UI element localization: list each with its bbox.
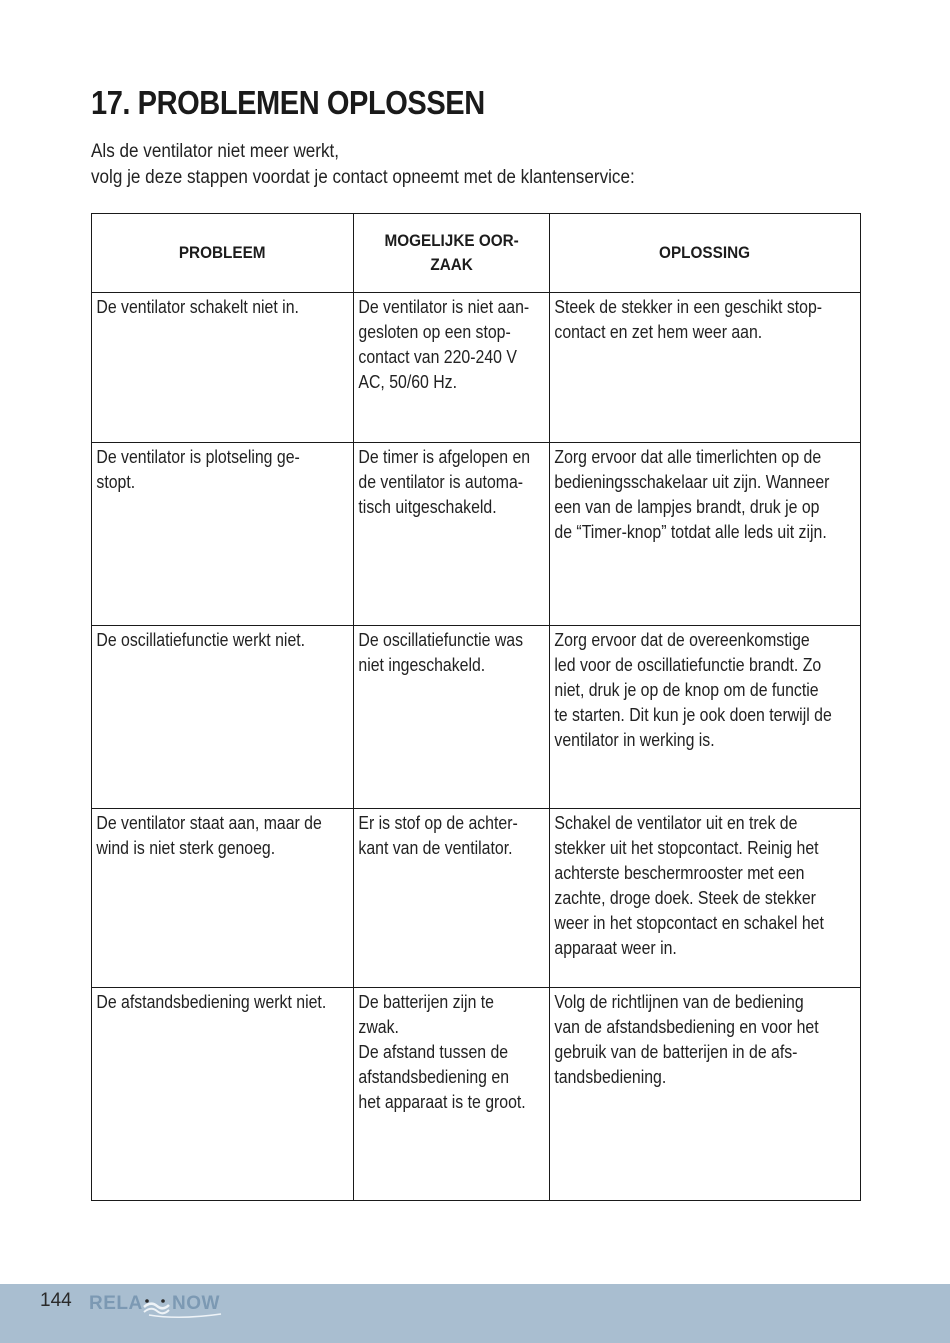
page-title: 17. PROBLEMEN OPLOSSEN	[91, 84, 485, 121]
header-solution: OPLOSSING	[550, 214, 861, 293]
page-number: 144	[40, 1290, 72, 1311]
intro-text	[91, 139, 793, 191]
header-problem: PROBLEEM	[92, 214, 354, 293]
cause-cell: De batterijen zijn te zwak. De afstand tussen de afstandsbediening en het apparaat is te groot.	[354, 988, 550, 1201]
table-row	[92, 626, 861, 809]
troubleshooting-table	[91, 213, 861, 1201]
table-row	[92, 293, 861, 443]
svg-text:NOW: NOW	[172, 1293, 220, 1314]
problem-cell: De oscillatiefunctie werkt niet.	[92, 626, 354, 809]
cause-cell: De ventilator is niet aan- gesloten op een stop- contact van 220-240 V AC, 50/60 Hz.	[354, 293, 550, 443]
brand-logo	[89, 1287, 229, 1321]
solution-cell: Volg de richtlijnen van de bediening van de afstandsbediening en voor het gebruik van de batterijen in de afs- tandsbediening.	[550, 988, 861, 1201]
cause-cell: Er is stof op de achter- kant van de ventilator.	[354, 809, 550, 988]
intro-line-2: volg je deze stappen voordat je contact opneemt met de klantenservice:	[91, 167, 635, 188]
solution-cell: Schakel de ventilator uit en trek de stekker uit het stopcontact. Reinig het achterste beschermrooster met een zachte, droge doek. Steek de stekker weer in het stopcontact en schakel het apparaat weer in.	[550, 809, 861, 988]
problem-cell: De ventilator staat aan, maar de wind is niet sterk genoeg.	[92, 809, 354, 988]
solution-cell: Zorg ervoor dat de overeenkomstige led voor de oscillatiefunctie brandt. Zo niet, druk je op de knop om de functie te starten. Dit kun je ook doen terwijl de ventilator in werking is.	[550, 626, 861, 809]
svg-text:RELA: RELA	[89, 1293, 143, 1314]
solution-cell: Steek de stekker in een geschikt stop- contact en zet hem weer aan.	[550, 293, 861, 443]
solution-cell: Zorg ervoor dat alle timerlichten op de bedieningsschakelaar uit zijn. Wanneer een van de lampjes brandt, druk je op de “Timer-knop” totdat alle leds uit zijn.	[550, 443, 861, 626]
problem-cell: De afstandsbediening werkt niet.	[92, 988, 354, 1201]
table-row	[92, 809, 861, 988]
table-row	[92, 443, 861, 626]
intro-line-1: Als de ventilator niet meer werkt,	[91, 141, 340, 162]
table-row	[92, 988, 861, 1201]
problem-cell: De ventilator schakelt niet in.	[92, 293, 354, 443]
cause-cell: De oscillatiefunctie was niet ingeschakeld.	[354, 626, 550, 809]
header-cause: MOGELIJKE OOR- ZAAK	[354, 214, 550, 293]
cause-cell: De timer is afgelopen en de ventilator is automa- tisch uitgeschakeld.	[354, 443, 550, 626]
problem-cell: De ventilator is plotseling ge- stopt.	[92, 443, 354, 626]
table-header-row	[92, 214, 861, 293]
